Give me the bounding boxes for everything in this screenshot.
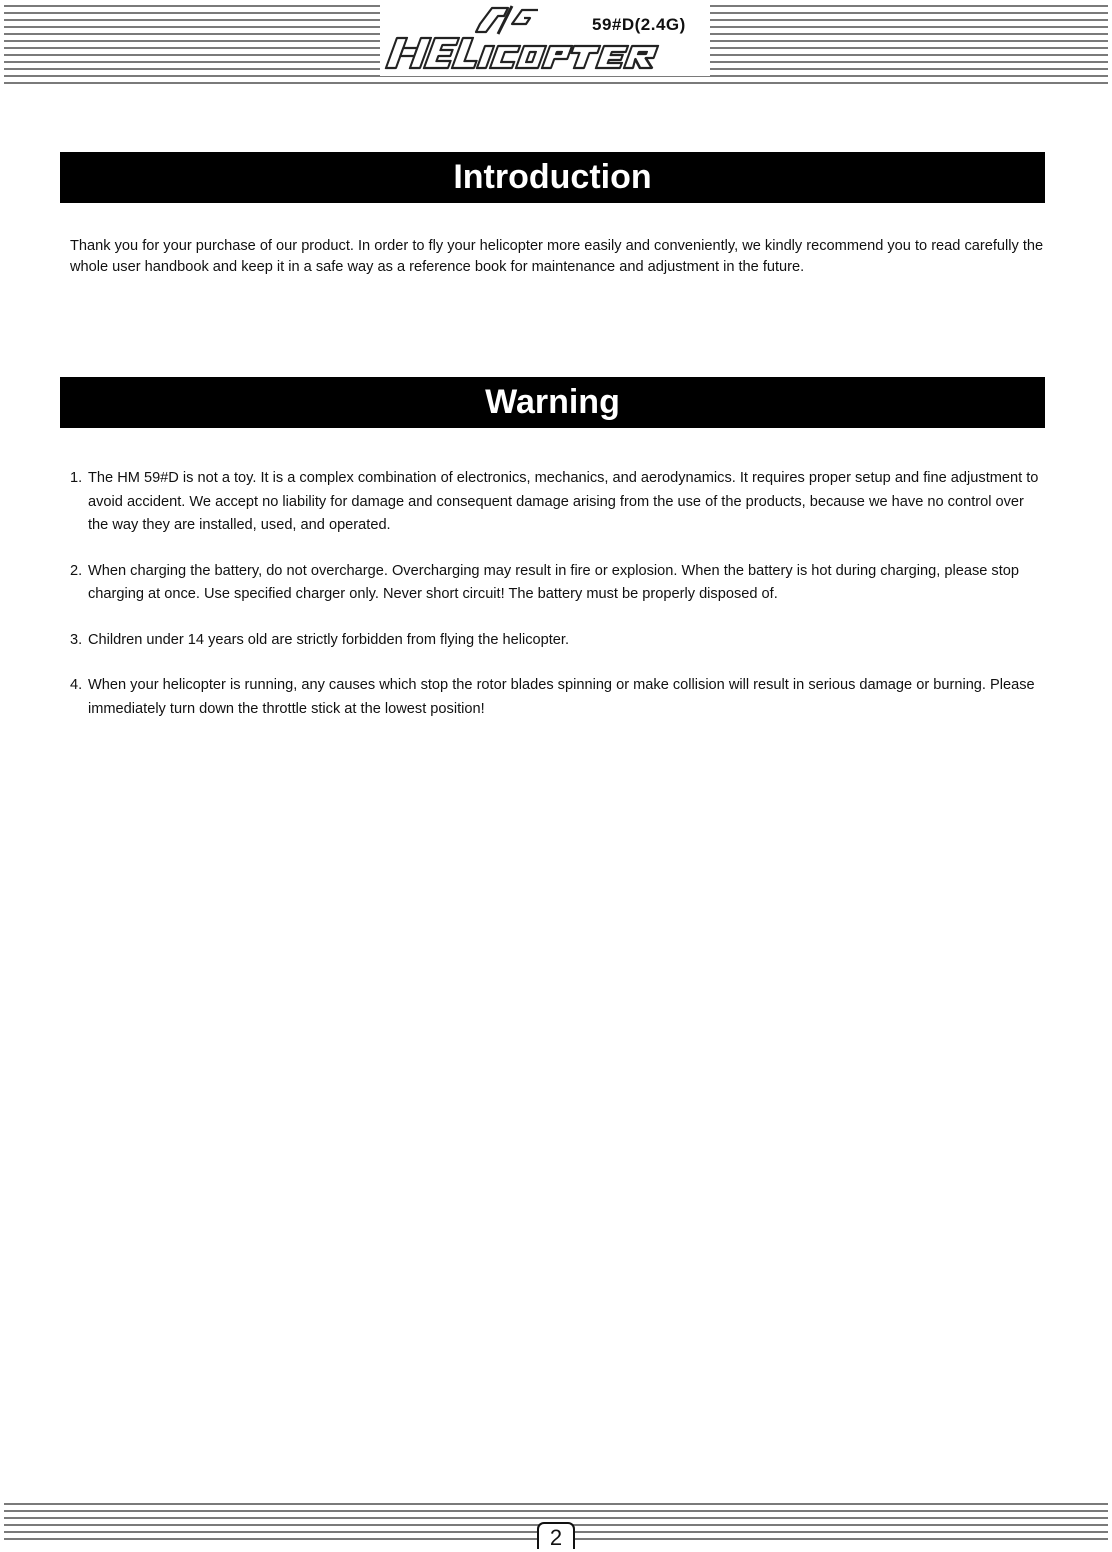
rc-helicopter-logo: [380, 2, 710, 76]
warning-heading: Warning: [60, 377, 1045, 428]
warning-item: [70, 560, 1045, 607]
rc-helicopter-logo-icon: [380, 2, 710, 76]
warning-item-number: 1.: [70, 470, 83, 486]
model-label: 59#D(2.4G): [592, 15, 686, 34]
warning-item: [70, 467, 1045, 538]
warning-item-text: Children under 14 years old are strictly forbidden from flying the helicopter.: [88, 631, 570, 648]
introduction-heading: Introduction: [60, 152, 1045, 203]
warning-item: [70, 674, 1045, 721]
warning-item-text: When charging the battery, do not overcharge. Overcharging may result in fire or explosion. When the battery is hot during charging, please stop charging at once. Use specified charger only. Never short circuit! The battery must be properly disposed of.: [88, 562, 1019, 602]
introduction-text: Thank you for your purchase of our product. In order to fly your helicopter more easily and conveniently, we kindly recommend you to read carefully the whole user handbook and keep it in a safe way as a reference book for maintenance and adjustment in the future.: [70, 238, 1044, 275]
warning-item-text: When your helicopter is running, any causes which stop the rotor blades spinning or make collision will result in serious damage or burning. Please immediately turn down the throttle stick at the lowest position!: [88, 677, 1035, 717]
page-number: 2: [537, 1522, 575, 1549]
warning-item-number: 3.: [70, 631, 83, 648]
warning-item: [70, 629, 1045, 653]
warning-item-number: 2.: [70, 562, 83, 579]
warning-item-number: 4.: [70, 677, 83, 693]
warning-list: [70, 467, 1045, 743]
warning-item-text: The HM 59#D is not a toy. It is a complex combination of electronics, mechanics, and aerodynamics. It requires proper setup and fine adjustment to avoid accident. We accept no liability for damage and consequent damage arising from the use of the products, because we have no control over the way they are installed, used, and operated.: [88, 470, 1039, 533]
